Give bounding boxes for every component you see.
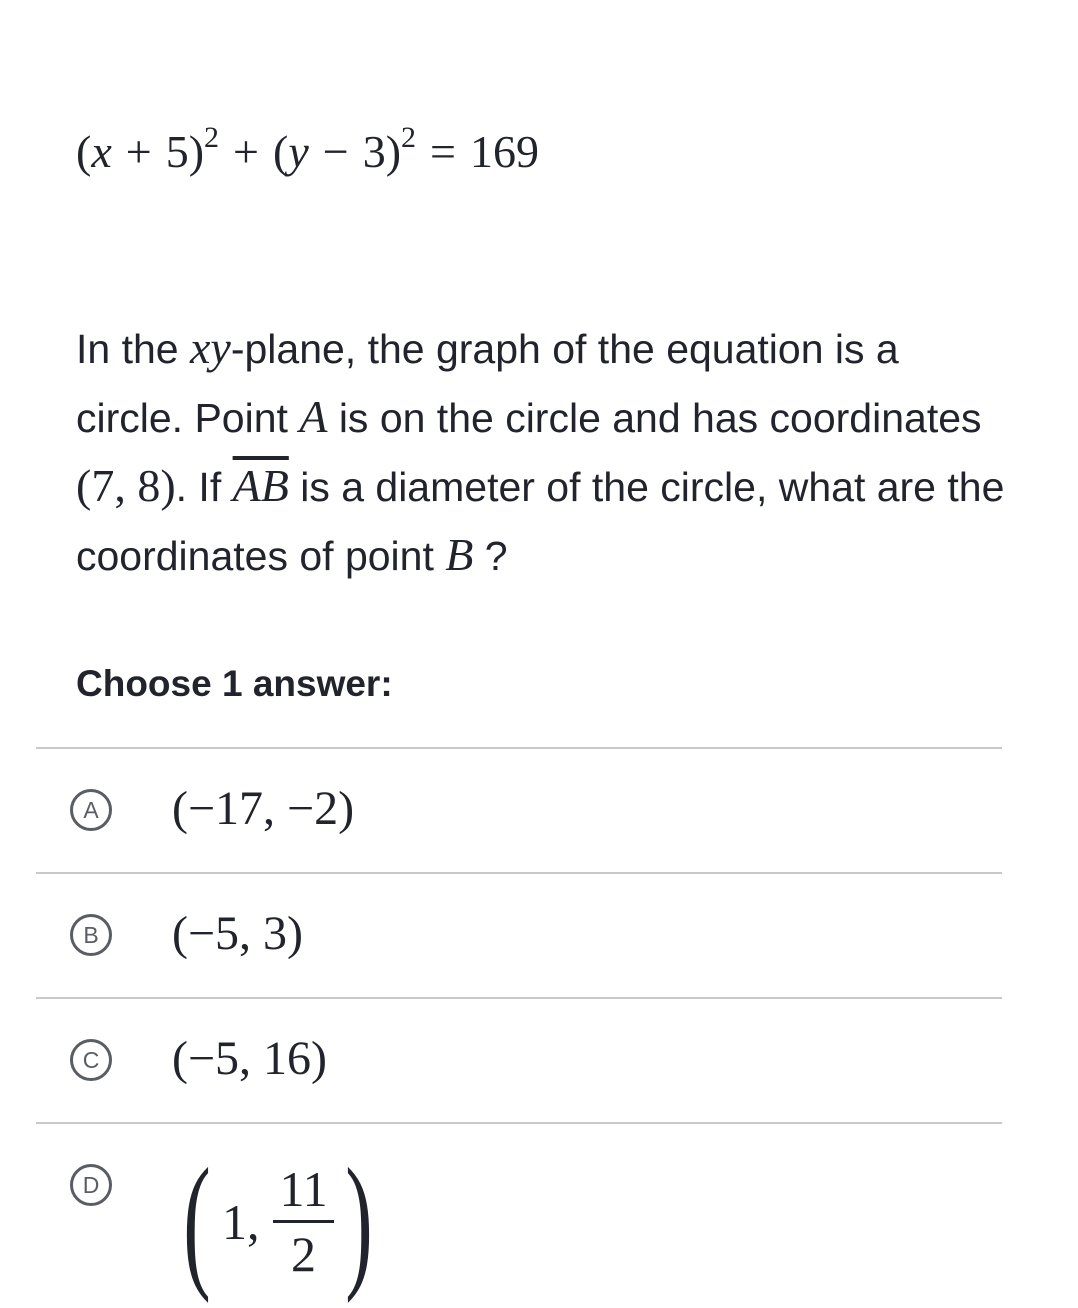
choice-d-value [172, 1138, 384, 1304]
problem-text-3: is on the circle and has coordinates [327, 395, 982, 441]
choice-d-bubble-icon[interactable]: D [70, 1164, 112, 1206]
choice-a-bubble-icon[interactable]: A [70, 789, 112, 831]
eq-open-paren-1: ( [76, 126, 92, 177]
choice-d-fraction [273, 1161, 333, 1282]
eq-num-3: 3 [362, 126, 386, 177]
eq-exponent-2: 2 [401, 121, 417, 154]
problem-text-1: In the [76, 326, 190, 372]
choice-a[interactable] [36, 749, 1002, 874]
choice-b-value: (−5, 3) [172, 907, 304, 960]
problem-statement [76, 314, 1016, 590]
choose-answer-prompt: Choose 1 answer: [76, 663, 393, 704]
problem-var-xy: xy [189, 322, 231, 373]
choice-d-numerator: 11 [273, 1164, 333, 1223]
problem-point-b: B [445, 529, 474, 580]
choice-a-value: (−17, −2) [172, 782, 355, 835]
problem-text-5: is a diameter of the circle, what are the coordinates of point [76, 464, 1005, 579]
eq-var-x: x [91, 126, 112, 177]
choice-d-denominator: 2 [291, 1226, 317, 1282]
choice-c-bubble-icon[interactable]: C [70, 1039, 112, 1081]
problem-coords: (7, 8) [76, 460, 176, 511]
eq-equals: = [430, 126, 456, 177]
eq-close-paren-1: ) [188, 126, 205, 177]
choice-c-value: (−5, 16) [172, 1032, 328, 1085]
choice-d-close-paren: ) [344, 1138, 373, 1304]
choice-d-open-paren: ( [183, 1138, 211, 1304]
choice-d-whole: 1, [221, 1193, 260, 1250]
choice-d[interactable] [36, 1124, 1002, 1304]
eq-num-5: 5 [165, 126, 189, 177]
problem-text-4: . If [175, 464, 233, 510]
choice-b-bubble-icon[interactable]: B [70, 914, 112, 956]
answer-choices [36, 747, 1002, 1304]
eq-minus-op: − [322, 126, 349, 177]
problem-text-6: ? [473, 533, 508, 579]
choice-c[interactable] [36, 999, 1002, 1124]
choice-b[interactable] [36, 874, 1002, 999]
eq-rhs: 169 [469, 126, 539, 177]
problem-point-a: A [299, 391, 328, 442]
problem-segment-ab: $\overline{AB}$ [232, 460, 289, 511]
eq-close-paren-2: ) [385, 126, 402, 177]
eq-exponent-1: 2 [204, 121, 220, 154]
problem-text-2: -plane, the graph of the equation is a circle. Point [76, 326, 899, 441]
eq-plus-op: + [125, 126, 152, 177]
eq-plus: + [233, 126, 259, 177]
eq-var-y: y [288, 126, 309, 177]
equation [76, 122, 539, 182]
eq-open-paren-2: ( [272, 126, 289, 177]
